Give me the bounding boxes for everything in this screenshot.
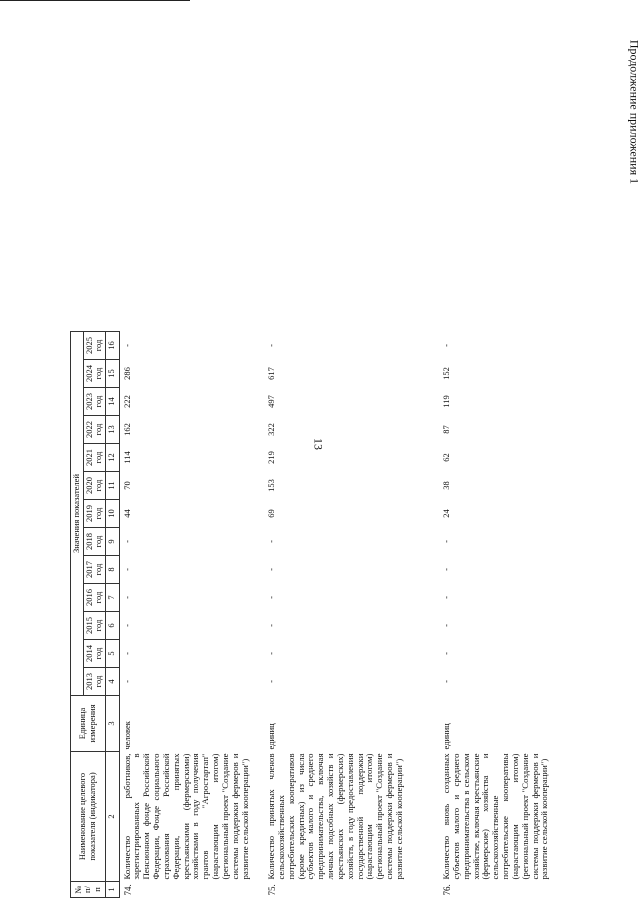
value-cell: 119 — [441, 395, 452, 408]
column-number: 16 — [105, 331, 119, 359]
column-number: 9 — [105, 528, 119, 556]
value-cell: - — [121, 344, 132, 347]
table-row — [264, 40, 439, 898]
column-number: 6 — [105, 612, 119, 640]
col-header-no: № п/п — [71, 882, 106, 898]
col-header-year: 2015 год — [83, 612, 105, 640]
value-cell: 219 — [266, 451, 277, 464]
column-number: 8 — [105, 556, 119, 584]
value-cell: 286 — [121, 367, 132, 380]
header-rule — [0, 0, 190, 1]
column-number: 4 — [105, 668, 119, 696]
col-header-year: 2024 год — [83, 360, 105, 388]
value-cell: 69 — [266, 509, 277, 518]
value-cell: 322 — [266, 423, 277, 436]
value-cell: 44 — [121, 509, 132, 518]
col-header-year: 2014 год — [83, 640, 105, 668]
col-header-year: 2019 год — [83, 500, 105, 528]
col-header-year: 2016 год — [83, 584, 105, 612]
indicator-name: Количество вновь созданных субъектов малого и среднего предпринимательства в сельском хозяйстве, включая крестьянские (фермерские) хозяйства и сельскохозяйственные потребительские кооперативы (нарастающим итогом) (региональный проект "Создание системы поддержки фермеров и развитие сельской кооперации") — [441, 753, 550, 880]
value-cell: - — [266, 540, 277, 543]
column-number: 5 — [105, 640, 119, 668]
value-cell: 497 — [266, 395, 277, 408]
col-header-year: 2023 год — [83, 388, 105, 416]
value-cell: - — [121, 596, 132, 599]
column-number: 13 — [105, 416, 119, 444]
column-number: 2 — [105, 752, 119, 882]
value-cell: 222 — [121, 395, 132, 408]
col-header-values-group: Значения показателей — [71, 331, 84, 695]
unit-cell: единиц — [441, 723, 452, 750]
value-cell: 152 — [441, 367, 452, 380]
value-cell: - — [121, 624, 132, 627]
value-cell: 24 — [441, 509, 452, 518]
value-cell: - — [266, 568, 277, 571]
column-number: 10 — [105, 500, 119, 528]
value-cell: - — [441, 344, 452, 347]
value-cell: - — [121, 568, 132, 571]
value-cell: - — [266, 680, 277, 683]
table-row — [439, 40, 551, 898]
value-cell: - — [266, 652, 277, 655]
indicator-name: Количество работников, зарегистрированных в Пенсионном фонде Российской Федерации, Фонде социального страхования Российской Федерации, принятых крестьянскими (фермерскими) хозяйствами в году получения грантов "Агростартап" (нарастающим итогом) (региональный проект "Создание системы поддержки фермеров и развитие сельской кооперации") — [121, 753, 250, 880]
col-header-unit: Единица измерения — [71, 696, 106, 752]
row-number: 75. — [267, 884, 278, 896]
column-number: 15 — [105, 360, 119, 388]
column-number: 7 — [105, 584, 119, 612]
col-header-year: 2013 год — [83, 668, 105, 696]
value-cell: - — [441, 568, 452, 571]
table-row — [119, 40, 264, 898]
indicator-name: Количество принятых членов сельскохозяйственных потребительских кооперативов (кроме кредитных) из числа субъектов малого и среднего предпринимательства, включая личных подсобных хозяйств и крестьянских (фермерских) хозяйств, в году предоставления государственной поддержки (нарастающим итогом) (региональный проект "Создание системы поддержки фермеров и развитие сельской кооперации") — [266, 753, 405, 880]
value-cell: - — [121, 652, 132, 655]
value-cell: - — [266, 624, 277, 627]
value-cell: - — [266, 344, 277, 347]
col-header-name: Наименование целевого показателя (индикатора) — [71, 752, 106, 882]
rotated-table-container — [70, 40, 622, 898]
col-header-year: 2021 год — [83, 444, 105, 472]
value-cell: - — [441, 680, 452, 683]
value-cell: 38 — [441, 481, 452, 490]
value-cell: - — [441, 624, 452, 627]
col-header-year: 2017 год — [83, 556, 105, 584]
col-header-year: 2022 год — [83, 416, 105, 444]
value-cell: 87 — [441, 425, 452, 434]
indicators-table — [70, 40, 551, 898]
value-cell: 114 — [121, 451, 132, 464]
column-number: 14 — [105, 388, 119, 416]
row-number: 76. — [442, 884, 453, 896]
unit-cell: человек — [121, 721, 132, 750]
value-cell: - — [441, 596, 452, 599]
value-cell: - — [441, 540, 452, 543]
column-number: 3 — [105, 696, 119, 752]
column-number: 11 — [105, 472, 119, 500]
value-cell: 162 — [121, 423, 132, 436]
value-cell: - — [266, 596, 277, 599]
row-number: 74. — [122, 884, 133, 896]
col-header-year: 2020 год — [83, 472, 105, 500]
value-cell: 70 — [121, 481, 132, 490]
value-cell: 153 — [266, 479, 277, 492]
col-header-year: 2025 год — [83, 331, 105, 359]
value-cell: - — [121, 680, 132, 683]
value-cell: - — [441, 652, 452, 655]
column-number: 1 — [105, 882, 119, 898]
column-number: 12 — [105, 444, 119, 472]
value-cell: - — [121, 540, 132, 543]
unit-cell: единиц — [266, 723, 277, 750]
value-cell: 62 — [441, 453, 452, 462]
value-cell: 617 — [266, 367, 277, 380]
col-header-year: 2018 год — [83, 528, 105, 556]
